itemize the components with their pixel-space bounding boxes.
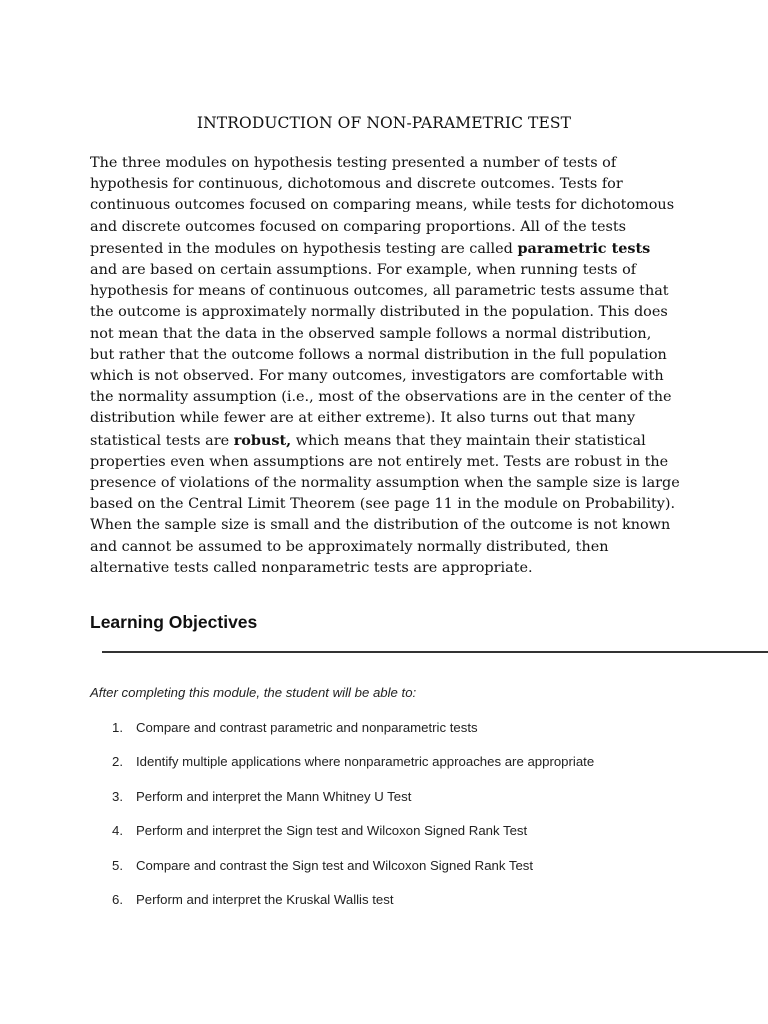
intro-bold-robust: robust,: [233, 431, 292, 449]
objective-text: Perform and interpret the Mann Whitney U Test: [136, 788, 412, 804]
objective-number: 3.: [112, 788, 123, 804]
objective-number: 4.: [112, 823, 123, 839]
intro-bold-parametric-tests: parametric tests: [517, 239, 651, 257]
objective-item: [112, 789, 594, 823]
objective-text: Identify multiple applications where nonparametric approaches are appropriate: [136, 754, 595, 770]
learning-objectives-heading: Learning Objectives: [90, 612, 258, 632]
objective-number: 6.: [112, 891, 123, 907]
objective-text: Perform and interpret the Sign test and Wilcoxon Signed Rank Test: [136, 823, 528, 839]
objective-text: Perform and interpret the Kruskal Wallis test: [136, 891, 394, 907]
objective-number: 2.: [112, 754, 123, 770]
objective-text: Compare and contrast parametric and nonparametric tests: [136, 720, 478, 735]
section-divider: [102, 651, 768, 653]
objective-item: [112, 892, 594, 926]
intro-paragraph: [90, 153, 680, 579]
objective-number: 1.: [112, 720, 123, 735]
intro-text-part-3: which means that they maintain their statistical properties even when assumptions are not entirely met. Tests are robust in the presence of violations of the normality assumption when the sample size is large based on the Central Limit Theorem (see page 11 in the module on Probability). When the sample size is small and the distribution of the outcome is not known and cannot be assumed to be approximately normally distributed, then alternative tests called nonparametric tests are appropriate.: [90, 432, 680, 576]
objective-text: Compare and contrast the Sign test and Wilcoxon Signed Rank Test: [136, 857, 534, 873]
learning-objectives-lead: After completing this module, the student will be able to:: [90, 685, 417, 700]
intro-text-part-2: and are based on certain assumptions. For example, when running tests of hypothesis for means of continuous outcomes, all parametric tests assume that the outcome is approximately normally distributed in the population. This does not mean that the data in the observed sample follows a normal distribution, but rather that the outcome follows a normal distribution in the full population which is not observed. For many outcomes, investigators are comfortable with the normality assumption (i.e., most of the observations are in the center of the distribution while fewer are at either extreme). It also turns out that many statistical tests are: [90, 262, 672, 449]
objective-number: 5.: [112, 857, 123, 873]
document-title: INTRODUCTION OF NON-PARAMETRIC TEST: [196, 114, 572, 132]
objective-item: [112, 754, 594, 788]
objective-item: [112, 720, 594, 754]
objective-item: [112, 858, 594, 892]
objective-item: [112, 823, 594, 857]
intro-text-part-1: The three modules on hypothesis testing presented a number of tests of hypothesis for continuous, dichotomous and discrete outcomes. Tests for continuous outcomes focused on comparing means, while tests for dichotomous and discrete outcomes focused on comparing proportions. All of the tests presented in the modules on hypothesis testing are called: [90, 155, 675, 257]
learning-objectives-list: [112, 720, 594, 926]
